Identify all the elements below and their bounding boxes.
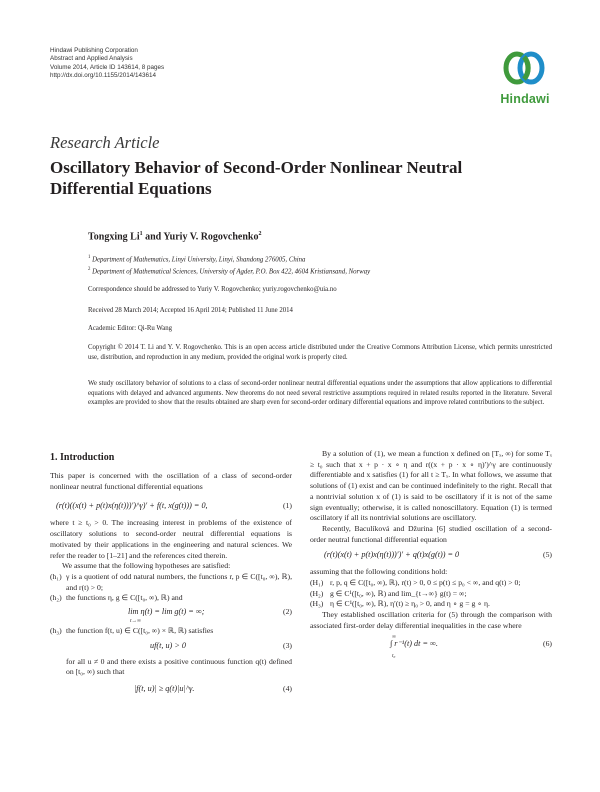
affiliations: [88, 253, 370, 277]
journal-header: [50, 47, 164, 81]
equation-1-body: (r(t)((x(t) + p(t)x(η(t)))′)^γ)′ + f(t, x(g(t))) = 0,: [56, 501, 208, 511]
academic-editor: Academic Editor: Qi-Ru Wang: [88, 325, 173, 332]
publisher: Hindawi Publishing Corporation: [50, 47, 138, 54]
author-2[interactable]: Yuriy V. Rogovchenko: [163, 231, 259, 243]
authors: [88, 231, 262, 242]
equation-3-body: uf(t, u) > 0: [150, 640, 186, 650]
equation-6-upper-limit: ∞: [392, 633, 396, 640]
equation-3: [50, 637, 292, 657]
equation-6-lower-limit: t₀: [392, 652, 396, 659]
author-separator: and: [145, 231, 162, 243]
condition-H1-text: r, p, q ∈ C([t₀, ∞), ℝ), r(t) > 0, 0 ≤ p(t) ≤ p₀ < ∞, and q(t) > 0;: [330, 578, 521, 588]
equation-5-number: (5): [543, 550, 552, 560]
affiliation-1: Department of Mathematics, Linyi University, Linyi, Shandong 276005, China: [92, 256, 306, 264]
author-1-affil: 1: [139, 231, 143, 237]
condition-H3: [310, 599, 552, 610]
equation-2: [50, 604, 292, 626]
affil-2-mark: 2: [88, 266, 91, 272]
left-column: [50, 471, 292, 700]
equation-5: [310, 545, 552, 567]
equation-3-number: (3): [283, 640, 292, 650]
hypothesis-h3: [50, 626, 292, 637]
article-type: Research Article: [50, 133, 160, 152]
equation-4-number: (4): [283, 684, 292, 694]
article-title: Oscillatory Behavior of Second-Order Nonlinear Neutral Differential Equations: [50, 158, 463, 198]
section-heading-introduction: 1. Introduction: [50, 452, 115, 463]
equation-1-number: (1): [283, 501, 292, 511]
right-paragraph-4: They established oscillation criteria for (5) through the comparison with associated first-order delay differential inequalities in the case where: [310, 610, 552, 630]
hypothesis-h3-continued: for all u ≠ 0 and there exists a positive continuous function q(t) defined on [t₀, ∞) such that: [66, 656, 292, 677]
hypothesis-h3-text: the function f(t, u) ∈ C([t₀, ∞) × ℝ, ℝ) satisfies: [66, 626, 214, 636]
equation-1: [50, 496, 292, 518]
journal-name: Abstract and Applied Analysis: [50, 55, 133, 63]
hypothesis-h2-label: (h₂): [50, 593, 62, 603]
copyright: Copyright © 2014 T. Li and Y. V. Rogovchenko. This is an open access article distributed under the Creative Commons Attribution License, which permits unrestricted use, distribution, and reproduction in any medium, provided the original work is properly cited.: [88, 344, 552, 361]
author-2-affil: 2: [258, 231, 262, 237]
equation-6-body: ∫ r⁻¹(t) dt = ∞.: [390, 638, 438, 648]
hypothesis-h2-text: the functions η, g ∈ C([t₀, ∞), ℝ) and: [66, 593, 183, 603]
equation-2-subscript: t→∞: [130, 618, 141, 625]
equation-5-body: (r(t)(x(t) + p(t)x(η(t)))′)′ + q(t)x(g(t)) = 0: [324, 550, 460, 560]
right-paragraph-3: assuming that the following conditions hold:: [310, 567, 448, 577]
equation-4-body: |f(t, u)| ≥ q(t)|u|^γ.: [134, 684, 195, 694]
correspondence: Correspondence should be addressed to Yuriy V. Rogovchenko; yuriy.rogovchenko@uia.no: [88, 286, 337, 293]
hypothesis-h1-text: γ is a quotient of odd natural numbers, the functions r, p ∈ C([t₀, ∞), ℝ), and r(t) > 0;: [66, 571, 292, 592]
intro-paragraph-2: where t ≥ t₀ > 0. The increasing interest in problems of the existence of oscillatory solutions to second-order neutral differential equations is motivated by their applications in the engineering and natural sciences. We refer the reader to [1–21] and the references cited therein.: [50, 518, 292, 560]
dates: Received 28 March 2014; Accepted 16 April 2014; Published 11 June 2014: [88, 307, 293, 314]
affiliation-2: Department of Mathematical Sciences, University of Agder, P.O. Box 422, 4604 Kristiansand, Norway: [92, 268, 371, 276]
hypothesis-h3-label: (h₃): [50, 626, 62, 636]
hypothesis-h1: [50, 572, 292, 593]
condition-H3-label: (H₃): [310, 599, 324, 609]
equation-6: [310, 632, 552, 660]
condition-H2-label: (H₂): [310, 588, 324, 598]
affil-1-mark: 1: [88, 255, 91, 260]
doi-link[interactable]: http://dx.doi.org/10.1155/2014/143614: [50, 72, 156, 80]
author-1[interactable]: Tongxing Li: [88, 231, 140, 243]
condition-H1: [310, 578, 552, 589]
equation-4: [50, 678, 292, 700]
hypothesis-h2: [50, 593, 292, 604]
condition-H1-label: (H₁): [310, 578, 324, 588]
condition-H2: [310, 589, 552, 600]
right-column: [310, 449, 552, 660]
equation-2-body: lim η(t) = lim g(t) = ∞;: [128, 607, 205, 617]
right-paragraph-1: By a solution of (1), we mean a function x defined on [Tₓ, ∞) for some Tₓ ≥ t₀ such that x + p · x ∘ η and r((x + p · x ∘ η)′)^γ are continuously differentiable and x satisfies (1) for all t ≥ Tₓ. In what follows, we assume that solutions of (1) exist and can be continued indefinitely to the right. Recall that a nontrivial solution x of (1) is said to be oscillatory if it is not of the same sign eventually; otherwise, it is called nonoscillatory. Equation (1) is termed oscillatory if all its nontrivial solutions are oscillatory.: [310, 449, 552, 523]
intro-paragraph-1: This paper is concerned with the oscillation of a class of second-order nonlinear neutral functional differential equations: [50, 471, 292, 491]
condition-H2-text: g ∈ C¹([t₀, ∞), ℝ) and lim_{t→∞} g(t) = ∞;: [330, 588, 467, 598]
intro-paragraph-3: We assume that the following hypotheses are satisfied:: [62, 561, 231, 571]
hypothesis-h1-label: (h₁): [50, 571, 62, 581]
equation-2-number: (2): [283, 607, 292, 617]
equation-6-number: (6): [543, 638, 552, 648]
abstract: We study oscillatory behavior of solutions to a class of second-order nonlinear neutral differential equations under the assumptions that allow applications to differential equations with delayed and advanced arguments. New theorems do not need several restrictive assumptions required in related results reported in the literature. Several examples are provided to show that the results obtained are sharp even for second-order ordinary differential equations and improve related contributions to the subject.: [88, 380, 552, 406]
right-paragraph-2: Recently, Baculíková and Džurina [6] studied oscillation of a second-order neutral functional differential equation: [310, 523, 552, 544]
volume-info: Volume 2014, Article ID 143614, 8 pages: [50, 63, 165, 71]
hindawi-logo-text: Hindawi: [500, 92, 550, 106]
condition-H3-text: η ∈ C¹([t₀, ∞), ℝ), η′(t) ≥ η₀ > 0, and η ∘ g = g ∘ η.: [330, 599, 490, 609]
